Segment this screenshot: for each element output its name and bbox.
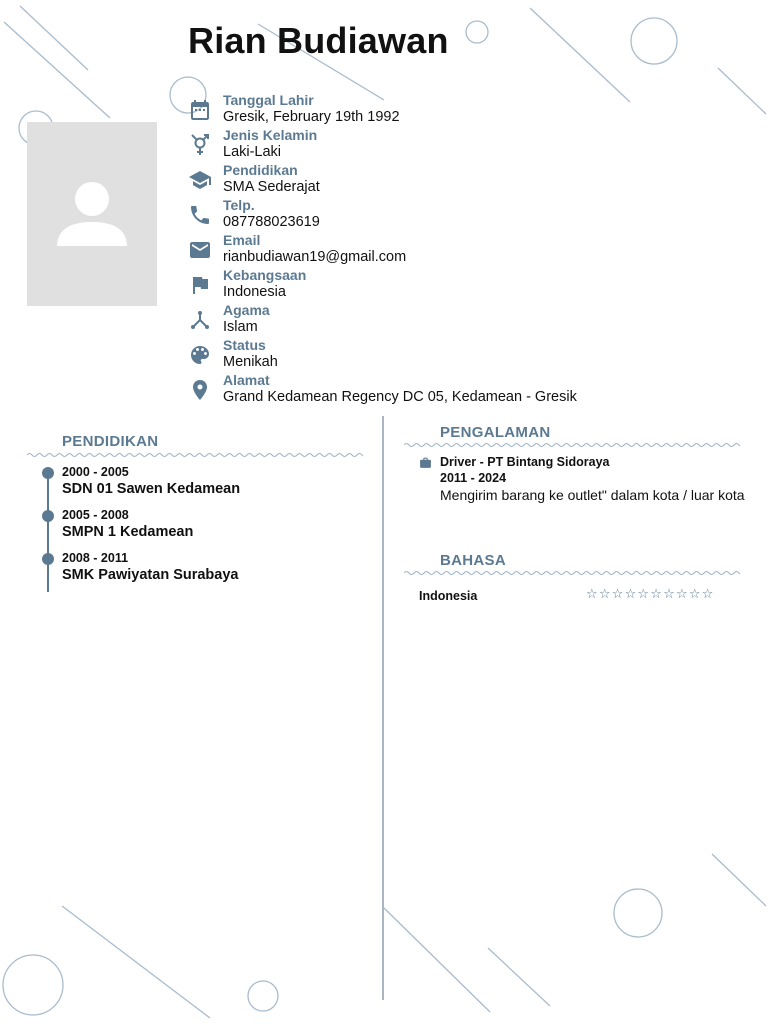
education-years: 2008 - 2011 [62, 551, 129, 565]
info-label: Email [223, 232, 261, 248]
education-section-title: PENDIDIKAN [62, 433, 159, 450]
language-rating-stars: ☆☆☆☆☆☆☆☆☆☆ [586, 587, 715, 602]
candidate-name: Rian Budiawan [188, 20, 449, 61]
info-value: Menikah [223, 354, 278, 370]
info-row-address [188, 371, 748, 406]
graduation-cap-icon [188, 168, 212, 192]
experience-description: Mengirim barang ke outlet" dalam kota / luar kota [440, 487, 745, 503]
info-value: SMA Sederajat [223, 179, 320, 195]
education-years: 2000 - 2005 [62, 465, 129, 479]
email-icon [188, 238, 212, 262]
info-label: Kebangsaan [223, 267, 307, 283]
education-wave-divider [27, 451, 363, 459]
info-row-education [188, 161, 748, 196]
profile-photo [27, 122, 157, 306]
experience-years: 2011 - 2024 [440, 471, 507, 485]
network-icon [188, 308, 212, 332]
experience-section-title: PENGALAMAN [440, 424, 551, 441]
calendar-icon [188, 98, 212, 122]
personal-info [188, 91, 748, 406]
info-label: Pendidikan [223, 162, 298, 178]
info-row-religion [188, 301, 748, 336]
column-divider [382, 416, 384, 1000]
education-school: SMPN 1 Kedamean [62, 524, 194, 540]
language-name: Indonesia [419, 589, 478, 603]
timeline-dot [42, 510, 54, 522]
info-row-gender [188, 126, 748, 161]
timeline-dot [42, 553, 54, 565]
location-pin-icon [188, 378, 212, 402]
info-label: Agama [223, 302, 270, 318]
flag-icon [188, 273, 212, 297]
palette-icon [188, 343, 212, 367]
experience-title: Driver - PT Bintang Sidoraya [440, 455, 610, 469]
info-label: Status [223, 337, 266, 353]
info-row-birth [188, 91, 748, 126]
info-value: Laki-Laki [223, 144, 282, 160]
language-section-title: BAHASA [440, 552, 506, 569]
education-school: SMK Pawiyatan Surabaya [62, 567, 239, 583]
language-wave-divider [404, 569, 740, 577]
gender-icon [188, 133, 212, 157]
info-value: rianbudiawan19@gmail.com [223, 249, 407, 265]
phone-icon [188, 203, 212, 227]
info-label: Alamat [223, 372, 270, 388]
info-label: Jenis Kelamin [223, 127, 318, 143]
info-value: Grand Kedamean Regency DC 05, Kedamean - Gresik [223, 389, 577, 405]
info-row-nationality [188, 266, 748, 301]
education-timeline [47, 468, 49, 592]
briefcase-icon [419, 457, 432, 469]
education-years: 2005 - 2008 [62, 508, 129, 522]
info-value: Indonesia [223, 284, 286, 300]
info-row-email [188, 231, 748, 266]
info-row-status [188, 336, 748, 371]
info-row-phone [188, 196, 748, 231]
avatar-icon [27, 122, 157, 306]
timeline-dot [42, 467, 54, 479]
info-label: Telp. [223, 197, 255, 213]
info-label: Tanggal Lahir [223, 92, 314, 108]
info-value: Gresik, February 19th 1992 [223, 109, 400, 125]
experience-wave-divider [404, 441, 740, 449]
info-value: 087788023619 [223, 214, 320, 230]
info-value: Islam [223, 319, 258, 335]
education-school: SDN 01 Sawen Kedamean [62, 481, 241, 497]
